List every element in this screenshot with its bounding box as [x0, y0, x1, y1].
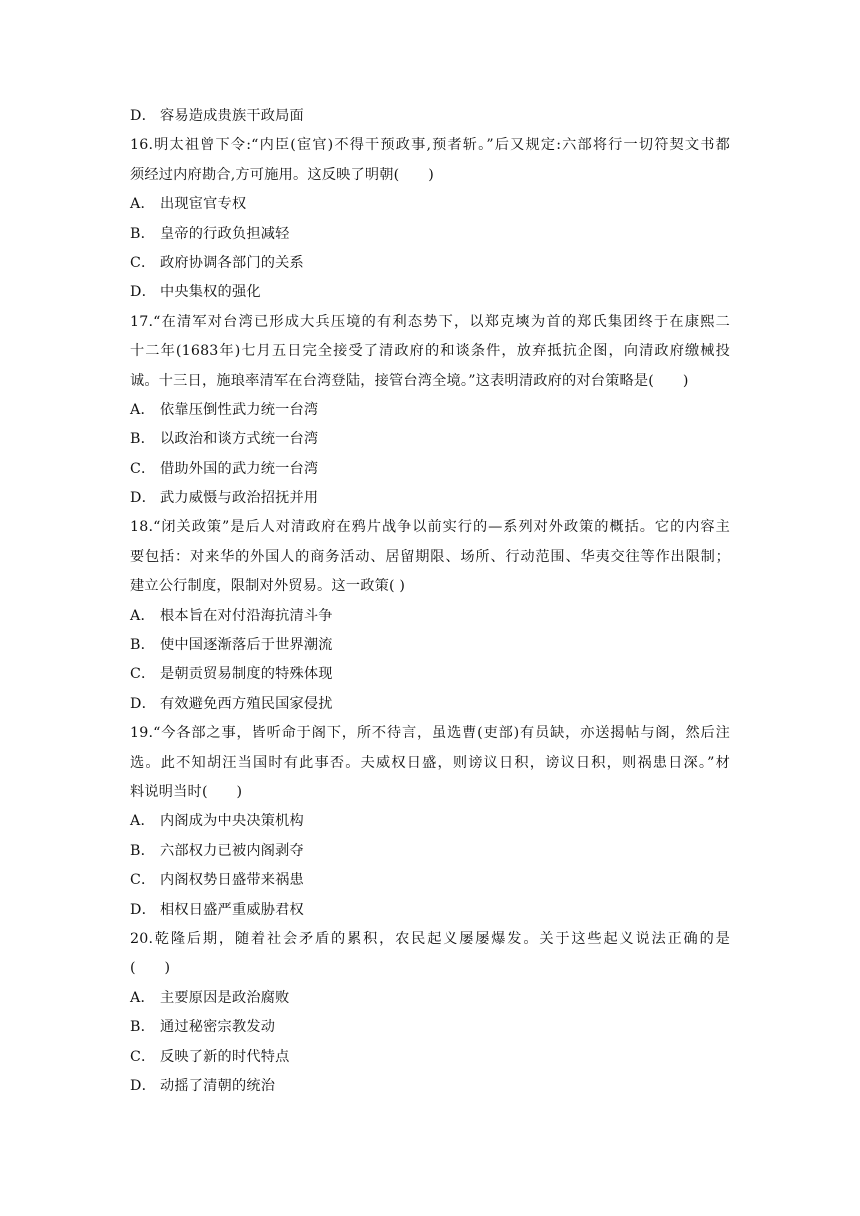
option-letter: D． [130, 108, 156, 124]
question-stem-line [130, 572, 730, 601]
answer-option [130, 220, 730, 249]
question-stem-line [130, 778, 730, 807]
exam-page [130, 102, 730, 1101]
question-text: 16.明太祖曾下令:“内臣(宦官)不得干预政事,预者斩。”后又规定:六部将行一切符契文书都 [130, 137, 730, 154]
question-stem-line [130, 367, 730, 396]
question-stem-line [130, 131, 730, 160]
option-text: 使中国逐渐落后于世界潮流 [160, 637, 333, 654]
option-text: 根本旨在对付沿海抗清斗争 [160, 607, 333, 624]
option-letter: A． [130, 989, 155, 1006]
answer-option [130, 631, 730, 660]
answer-option [130, 484, 730, 513]
option-letter: C． [130, 872, 156, 889]
option-text: 相权日盛严重威胁君权 [160, 901, 304, 918]
answer-option [130, 455, 730, 484]
option-text: 皇帝的行政负担减轻 [160, 225, 290, 242]
answer-option [130, 690, 730, 719]
answer-option [130, 1013, 730, 1042]
answer-option [130, 896, 730, 925]
answer-option [130, 278, 730, 307]
question-text: 须经过内府勘合,方可施用。这反映了明朝( ) [130, 166, 434, 183]
option-letter: A． [130, 401, 155, 418]
option-text: 容易造成贵族干政局面 [160, 108, 304, 124]
answer-option [130, 807, 730, 836]
answer-option [130, 425, 730, 454]
option-text: 通过秘密宗教发动 [160, 1019, 276, 1036]
option-text: 有效避免西方殖民国家侵扰 [160, 695, 333, 712]
question-text: 十二年(1683年)七月五日完全接受了清政府的和谈条件，放弃抵抗企图，向清政府缴械投 [130, 343, 730, 360]
option-letter: C． [130, 460, 156, 477]
question-text: 要包括：对来华的外国人的商务活动、居留期限、场所、行动范围、华夷交往等作出限制； [130, 548, 730, 565]
answer-option [130, 190, 730, 219]
answer-option [130, 102, 730, 131]
option-letter: A． [130, 607, 155, 624]
option-letter: B． [130, 842, 156, 859]
option-letter: C． [130, 666, 156, 683]
question-stem-line [130, 543, 730, 572]
option-text: 六部权力已被内阁剥夺 [160, 842, 304, 859]
question-text: 20.乾隆后期，随着社会矛盾的累积，农民起义屡屡爆发。关于这些起义说法正确的是 [130, 930, 730, 947]
question-text: 17.“在清军对台湾已形成大兵压境的有利态势下，以郑克塽为首的郑氏集团终于在康熙二 [130, 313, 730, 330]
option-text: 借助外国的武力统一台湾 [160, 460, 319, 477]
question-stem-line [130, 161, 730, 190]
option-letter: B． [130, 637, 156, 654]
question-stem-line [130, 749, 730, 778]
option-letter: D． [130, 1077, 156, 1094]
option-letter: D． [130, 490, 156, 507]
answer-option [130, 602, 730, 631]
question-stem-line [130, 308, 730, 337]
option-text: 主要原因是政治腐败 [160, 989, 290, 1006]
option-letter: B． [130, 431, 156, 448]
option-text: 内阁权势日盛带来祸患 [160, 872, 304, 889]
option-text: 依靠压倒性武力统一台湾 [160, 401, 319, 418]
option-letter: D． [130, 695, 156, 712]
answer-option [130, 396, 730, 425]
question-stem-line [130, 513, 730, 542]
answer-option [130, 984, 730, 1013]
option-letter: C． [130, 1048, 156, 1065]
option-text: 反映了新的时代特点 [160, 1048, 290, 1065]
question-text: 料说明当时( ) [130, 783, 243, 800]
option-letter: B． [130, 225, 156, 242]
option-letter: A． [130, 813, 155, 830]
option-text: 以政治和谈方式统一台湾 [160, 431, 319, 448]
question-text: 诚。十三日，施琅率清军在台湾登陆，接管台湾全境。”这表明清政府的对台策略是( ) [130, 372, 689, 389]
question-text: 19.“今各部之事，皆听命于阁下，所不待言，虽选曹(吏部)有员缺，亦送揭帖与阁，然后注 [130, 725, 730, 742]
answer-option [130, 866, 730, 895]
option-text: 出现宦官专权 [160, 196, 247, 213]
question-text: ( ) [130, 960, 171, 977]
option-letter: C． [130, 254, 156, 271]
answer-option [130, 1072, 730, 1101]
question-text: 18.“闭关政策”是后人对清政府在鸦片战争以前实行的—系列对外政策的概括。它的内容主 [130, 519, 730, 536]
answer-option [130, 249, 730, 278]
answer-option [130, 660, 730, 689]
option-text: 内阁成为中央决策机构 [160, 813, 304, 830]
option-letter: A． [130, 196, 155, 213]
question-stem-line [130, 954, 730, 983]
option-text: 政府协调各部门的关系 [160, 254, 304, 271]
question-stem-line [130, 337, 730, 366]
answer-option [130, 837, 730, 866]
option-text: 是朝贡贸易制度的特殊体现 [160, 666, 333, 683]
question-stem-line [130, 719, 730, 748]
option-text: 动摇了清朝的统治 [160, 1077, 276, 1094]
question-text: 建立公行制度，限制对外贸易。这一政策( ) [130, 578, 406, 595]
answer-option [130, 1043, 730, 1072]
question-stem-line [130, 925, 730, 954]
question-text: 选。此不知胡汪当国时有此事否。夫威权日盛，则谤议日积，谤议日积，则祸患日深。”材 [130, 754, 730, 771]
option-text: 中央集权的强化 [160, 284, 261, 301]
option-letter: D． [130, 901, 156, 918]
option-letter: B． [130, 1019, 156, 1036]
option-letter: D． [130, 284, 156, 301]
option-text: 武力威慑与政治招抚并用 [160, 490, 319, 507]
